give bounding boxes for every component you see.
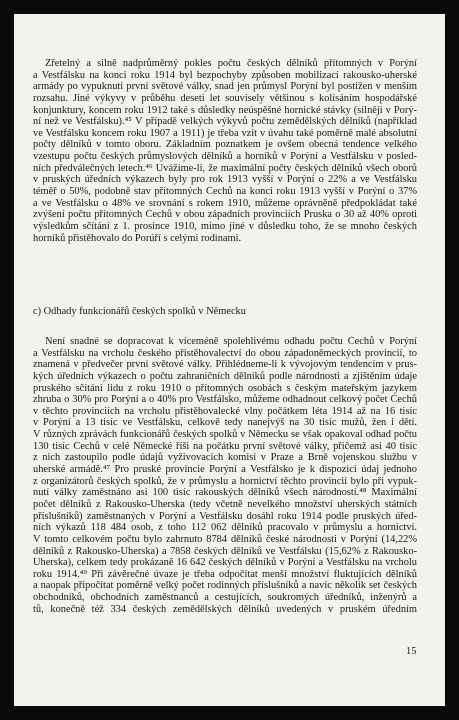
text-line: Zřetelný a silně nadprůměrný pokles počtu českých dělníků přítomných v Porýní — [45, 58, 417, 69]
text-line: horníků přistěhovalo do Porúří s celými rodinami. — [33, 232, 242, 244]
text-line: téměř o 50%, podobně stav přítomných Čechů na konci roku 1913 vyšší v Porýní o 37% — [33, 186, 417, 198]
text-line: znamená v předvečer první světové války. Přihlédneme-li k vývojovým tendencím v prus- — [33, 359, 417, 371]
text-line: V různých zprávách funkcionářů českých spolků v Německu se však opakoval odhad počtu — [33, 429, 417, 441]
text-line: výsledkům sčítání z 1. prosince 1910, mimo jiné v důsledku toho, že se mnoho českých — [33, 220, 417, 232]
text-line: ní než ve Vestfálsku).⁴⁵ V případě velkých výkyvů počtu zemědělských dělníků (například — [33, 116, 417, 128]
text-line: počet dělníků z Rakousko-Uherska (tedy včetně nevelkého množství uherských státních — [33, 498, 417, 510]
text-line: Není snadné se dopracovat k víceméně spolehlivému odhadu počtu Čechů v Porýní — [45, 336, 417, 347]
page-number: 15 — [406, 646, 417, 657]
text-line: tů, konečně též 334 českých zemědělských dělníků uvedených v pruském úředním — [33, 603, 417, 615]
text-line: zhruba o 30% pro Porýní a o 40% pro Vestfálsko, můžeme odhadnout celkový počet Čechů — [33, 394, 417, 406]
paragraph-odhady-funkcionaru — [33, 336, 417, 615]
text-line: 130 tisíc Čechů v celé Německé říši na počátku první světové války, přičemž asi 40 tisíc — [33, 440, 417, 452]
text-line: z nich zastoupilo podle údajů vyživovacích komisí v Praze a Brně vojenskou službu v — [33, 452, 417, 464]
text-line: vzestupu počtu českých průmyslových dělníků a horníků v Porýní a Vestfálsku v posled- — [33, 151, 417, 163]
text-line: Uherska), celkem tedy prokázaně 16 642 českých dělníků v Porýní a Vestfálsku na vrcholu — [33, 557, 417, 569]
text-line: a ve Vestfálsku o 48% ve srovnání s rokem 1910, můžeme oprávněně předpokládat také — [33, 197, 417, 209]
text-line: uherské armádě.⁴⁷ Pro pruské provincie Porýní a Vestfálsko je k dispozici údaj jednoho — [33, 464, 417, 476]
text-line: počty dělníků v tomto oboru. Základním poznatkem je ovšem obecná tendence velkého — [33, 139, 417, 151]
text-line: v pruských úředních výkazech byly pro rok 1913 vyšší v Porýní o 22% a ve Vestfálsku — [33, 174, 417, 186]
text-line: kých úředních výkazech o počtu zahraničních dělníků podle národnosti a zjištěním údaje — [33, 370, 417, 382]
text-line: obchodníků, obchodních zaměstnanců a cestujících, soukromých úředníků, inženýrů a — [33, 592, 417, 604]
text-line: a Vestfálsku na vrcholu českého přistěhovalectví do obou západoněmeckých provincií, to — [33, 347, 417, 359]
text-line: a Vestfálsku na konci roku 1914 byl bezpochyby způsoben mobilizací rakousko-uherské — [33, 69, 417, 81]
text-line: v těchto provinciích na vrcholu přistěhovalecké vlny počátkem léta 1914 až na 16 tisíc — [33, 405, 417, 417]
text-line: dělníků z Rakousko-Uherska) a 7858 českých dělníků ve Vestfálsku (15,62% z Rakousko- — [33, 545, 417, 557]
text-line: v Porýní a 13 tisíc ve Vestfálsku, celkově tedy nanejvýš na 30 tisíc mužů, žen i dětí. — [33, 417, 417, 429]
text-line: a naopak připočítat poměrně velký počet rodinných příslušníků a navíc několik set českých — [33, 580, 417, 592]
text-line: roku 1914.⁴⁹ Při závěrečné úvaze je třeba odpočítat menší množství fluktujících dělníků — [33, 568, 417, 580]
book-page — [14, 14, 445, 706]
text-line: pruského sčítání lidu z roku 1910 o přítomných osobách s českým mateřským jazykem — [33, 382, 417, 394]
text-line: zvýšení počtu přítomných Čechů v obou západních provinciích Pruska o 30 až 40% oproti — [33, 209, 417, 221]
text-line: příslušníků) zaměstnaných v Porýní a Vestfálsku dosáhl roku 1914 podle pruských úřed- — [33, 510, 417, 522]
text-line: armády po vypuknutí první světové války, snad jen průmysl Porýní byl postižen v menším — [33, 81, 417, 93]
text-line: rozsahu. Jiné výkyvy v průběhu deseti let souvisely většinou s kolísáním hospodářské — [33, 92, 417, 104]
text-line: ních výkazů 118 484 osob, z toho 112 062 dělníků pracovalo v průmyslu a hornictví. — [33, 522, 417, 534]
text-line: ních předválečných letech.⁴⁶ Uvážíme-li, že maximální počty českých dělníků všech oborů — [33, 162, 417, 174]
paragraph-odhad-porucho — [33, 58, 417, 244]
text-line: nutí války zaměstnáno asi 100 tisíc rakouských dělníků všech národností.⁴⁸ Maximální — [33, 487, 417, 499]
text-line: ve Vestfálsku koncem roku 1907 a 1911) je třeba vzít v úvahu také poměrně malé absolutní — [33, 127, 417, 139]
section-heading: c) Odhady funkcionářů českých spolků v Německu — [33, 306, 246, 317]
text-line: z organizátorů českých spolků, že v průmyslu a hornictví těchto provincií bylo při vypuk- — [33, 475, 417, 487]
text-line: V tomto celkovém počtu bylo zahrnuto 8784 dělníků české národnosti v Porýní (14,22% — [33, 533, 417, 545]
text-line: konjunktury, koncem roku 1912 také s důsledky neúspěšné hornické stávky (silněji v Porý- — [33, 104, 417, 116]
